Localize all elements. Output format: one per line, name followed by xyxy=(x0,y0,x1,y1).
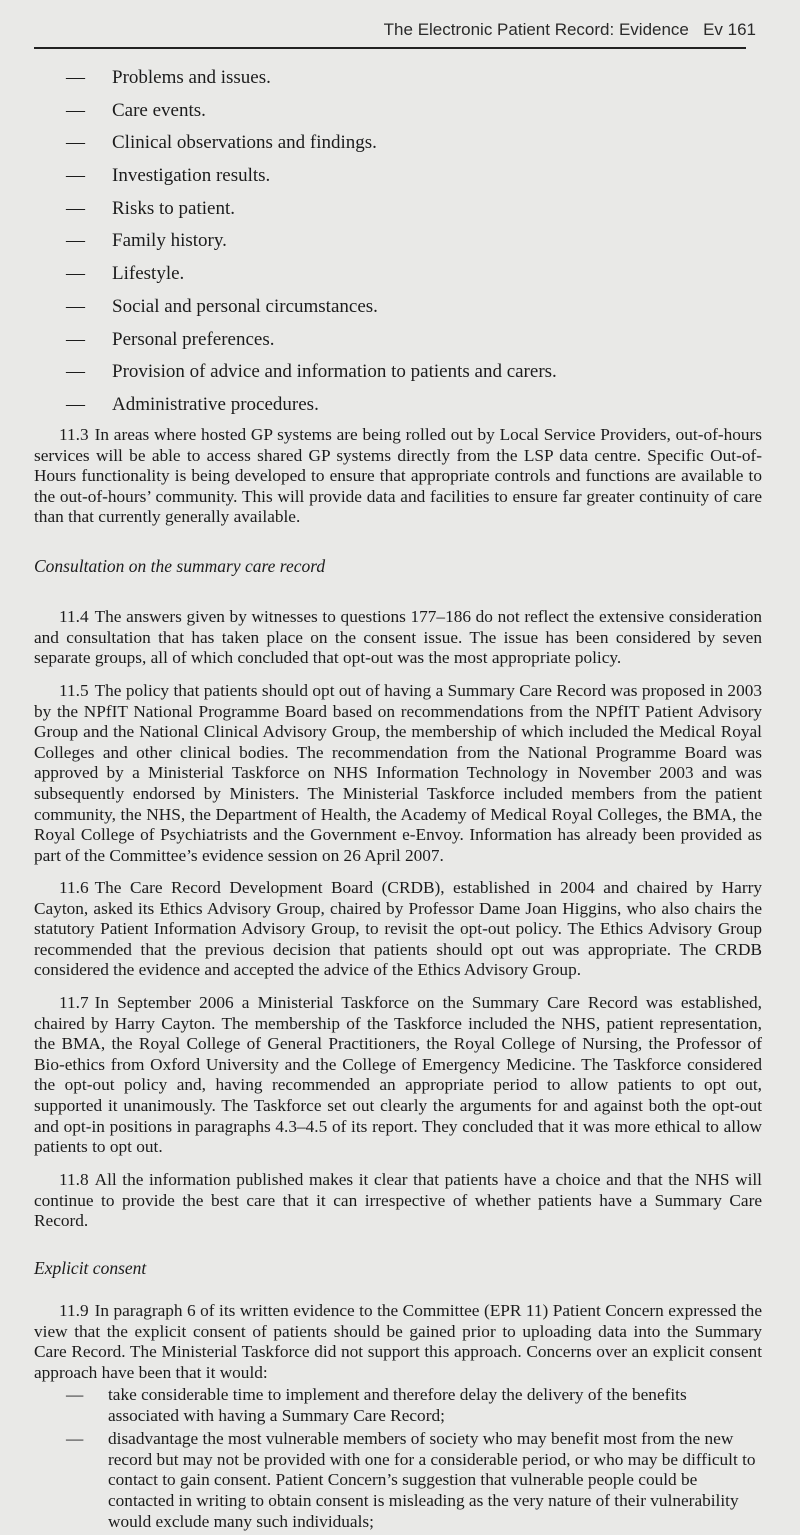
paragraph-11-3 xyxy=(34,425,762,528)
record-contents-list xyxy=(66,62,766,422)
list-item-text: Clinical observations and findings. xyxy=(112,132,377,154)
list-item xyxy=(66,160,766,193)
list-item-text: Investigation results. xyxy=(112,165,271,187)
bullet-dash: — xyxy=(66,197,85,219)
paragraph-text: In paragraph 6 of its written evidence to the Committee (EPR 11) Patient Concern expressed the view that the explicit consent of patients should be gained prior to uploading data into the Summary Care Record. The Ministerial Taskforce did not support this approach. Concerns over an explicit consent approach have been that it would: xyxy=(34,1301,762,1382)
list-item xyxy=(66,356,766,389)
list-item-text: Administrative procedures. xyxy=(112,393,319,415)
paragraph-11-8 xyxy=(34,1170,762,1232)
list-item-text: take considerable time to implement and therefore delay the delivery of the benefits associated with having a Summary Care Record; xyxy=(108,1385,687,1425)
bullet-dash: — xyxy=(66,328,85,350)
paragraph-11-7 xyxy=(34,993,762,1158)
bullet-dash: — xyxy=(66,230,85,252)
list-item-text: Family history. xyxy=(112,230,227,252)
bullet-dash: — xyxy=(66,1429,84,1449)
paragraph-text: All the information published makes it clear that patients have a choice and that the NHS will continue to provide the best care that it can irrespective of whether patients have a Summary Care Record. xyxy=(34,1170,762,1231)
paragraph-number: 11.3 xyxy=(59,425,89,444)
running-header xyxy=(384,20,756,40)
paragraph-11-6 xyxy=(34,878,762,981)
paragraph-text: In areas where hosted GP systems are being rolled out by Local Service Providers, out-of-hours services will be able to access shared GP systems directly from the LSP data centre. Specific Out-of-Hours functionality is being developed to ensure that appropriate controls and functions are available to the out-of-hours’ community. This will provide data and facilities to ensure far greater continuity of care than that currently generally available. xyxy=(34,425,762,527)
concerns-list xyxy=(66,1385,762,1535)
paragraph-number: 11.6 xyxy=(59,878,89,897)
paragraph-11-9 xyxy=(34,1301,762,1383)
paragraph-number: 11.8 xyxy=(59,1170,89,1189)
section-heading-explicit-consent: Explicit consent xyxy=(34,1258,147,1278)
bullet-dash: — xyxy=(66,165,85,187)
bullet-dash: — xyxy=(66,132,85,154)
paragraph-number: 11.5 xyxy=(59,681,89,700)
bullet-dash: — xyxy=(66,1385,84,1404)
list-item xyxy=(66,324,766,357)
list-item-text: Social and personal circumstances. xyxy=(112,295,378,317)
paragraph-text: In September 2006 a Ministerial Taskforce on the Summary Care Record was established, chaired by Harry Cayton. The membership of the Taskforce included the NHS, patient representation, the BMA, the Royal College of General Practitioners, the Royal College of Nursing, the Professor of Bio-ethics from Oxford University and the College of Emergency Medicine. The Taskforce considered the opt-out policy and, having recommended an appropriate period to allow patients to opt out, supported it unanimously. The Taskforce set out clearly the arguments for and against both the opt-out and opt-in positions in paragraphs 4.3–4.5 of its report. They concluded that it was more ethical to allow patients to opt out. xyxy=(34,993,762,1157)
paragraph-number: 11.9 xyxy=(59,1301,89,1320)
list-item xyxy=(66,225,766,258)
header-title: The Electronic Patient Record: Evidence xyxy=(383,20,689,39)
paragraph-text: The Care Record Development Board (CRDB), established in 2004 and chaired by Harry Cayton, asked its Ethics Advisory Group, chaired by Professor Dame Joan Higgins, who also chairs the statutory Patient Information Advisory Group, to revisit the opt-out policy. The Ethics Advisory Group recommended that the previous decision that patients should opt out was appropriate. The CRDB considered the evidence and accepted the advice of the Ethics Advisory Group. xyxy=(34,878,762,980)
list-item xyxy=(66,291,766,324)
list-item-text: Provision of advice and information to patients and carers. xyxy=(112,361,557,383)
list-item-text: Care events. xyxy=(112,99,206,121)
paragraph-number: 11.7 xyxy=(59,993,89,1012)
list-item xyxy=(66,62,766,95)
paragraph-text: The policy that patients should opt out of having a Summary Care Record was proposed in 2003 by the NPfIT National Programme Board based on recommendations from the NPfIT Patient Advisory Group and the National Clinical Advisory Group, the membership of which included the Medical Royal Colleges and other clinical bodies. The recommendation from the National Programme Board was approved by a Ministerial Taskforce on NHS Information Technology in November 2003 and was subsequently endorsed by Ministers. The Ministerial Taskforce included members from the patient community, the NHS, the Department of Health, the Academy of Medical Royal Colleges, the BMA, the Royal College of Psychiatrists and the Government e-Envoy. Information has already been provided as part of the Committee’s evidence session on 26 April 2007. xyxy=(34,681,762,865)
list-item-text: Risks to patient. xyxy=(112,197,235,219)
list-item xyxy=(66,127,766,160)
paragraph-number: 11.4 xyxy=(59,607,89,626)
paragraph-text: The answers given by witnesses to questions 177–186 do not reflect the extensive consideration and consultation that has taken place on the consent issue. The issue has been considered by seven separate groups, all of which concluded that opt-out was the most appropriate policy. xyxy=(34,607,762,668)
bullet-dash: — xyxy=(66,295,85,317)
section-heading-consultation: Consultation on the summary care record xyxy=(34,556,326,576)
bullet-dash: — xyxy=(66,263,85,285)
list-item-text: disadvantage the most vulnerable members of society who may benefit most from the new record but may not be provided with one for a considerable period, or who may be difficult to contact to gain consent. Patient Concern’s suggestion that vulnerable people could be contacted in writing to obtain consent is misleading as the very nature of their vulnerability would exclude many such individuals; xyxy=(108,1429,756,1531)
paragraph-11-5 xyxy=(34,681,762,866)
list-item xyxy=(66,193,766,226)
list-item xyxy=(66,389,766,422)
list-item xyxy=(66,95,766,128)
list-item xyxy=(66,1429,762,1532)
list-item-text: Problems and issues. xyxy=(112,67,271,88)
bullet-dash: — xyxy=(66,67,85,88)
bullet-dash: — xyxy=(66,361,85,383)
header-page-ref: Ev 161 xyxy=(703,20,756,39)
list-item-text: Personal preferences. xyxy=(112,328,275,350)
bullet-dash: — xyxy=(66,393,85,415)
list-item xyxy=(66,1385,762,1426)
paragraph-11-4 xyxy=(34,607,762,669)
bullet-dash: — xyxy=(66,99,85,121)
header-rule xyxy=(34,47,746,49)
list-item xyxy=(66,258,766,291)
list-item-text: Lifestyle. xyxy=(112,263,185,285)
